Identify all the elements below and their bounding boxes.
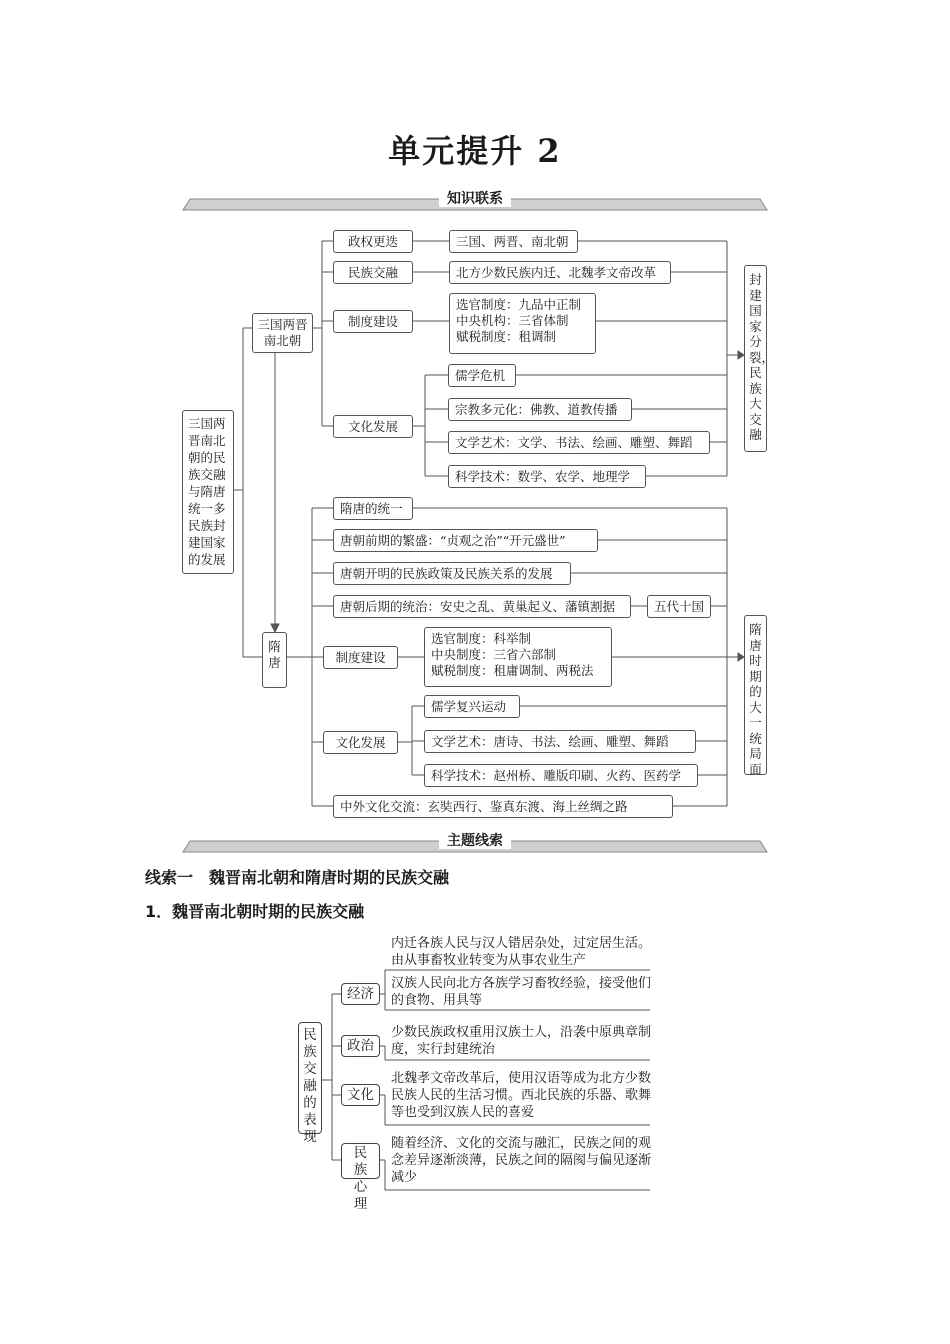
map-b1-system-detail: [449, 293, 596, 354]
fusion-leaf: 汉族人民向北方各族学习畜牧经验，接受他们的食物、用具等: [391, 976, 652, 1008]
map-b2-summary: 隋唐时期的大一统局面: [744, 615, 767, 775]
map-b1-culture-item: 宗教多元化：佛教、道教传播: [448, 398, 632, 421]
map-b2-five: 五代十国: [647, 595, 711, 618]
map-b2-system-line: 赋税制度：租庸调制、两税法: [431, 663, 594, 678]
map-b2-system: 制度建设: [323, 646, 398, 669]
map-b1-regime: 政权更迭: [333, 230, 413, 253]
fusion-cul: 文化: [341, 1084, 380, 1106]
fusion-leaf: 内迁各族人民与汉人错居杂处，过定居生活。由从事畜牧业转变为从事农业生产: [391, 936, 652, 968]
clue-heading: 线索一 魏晋南北朝和隋唐时期的民族交融: [145, 868, 450, 887]
fusion-leaf: 少数民族政权重用汉族士人，沿袭中原典章制度，实行封建统治: [391, 1025, 652, 1057]
map-b1-system-line: 中央机构：三省体制: [456, 313, 569, 328]
banner-knowledge-label: 知识联系: [439, 191, 511, 207]
map-b1-system-line: 选官制度：九品中正制: [456, 297, 582, 312]
map-b2-culture-item: 儒学复兴运动: [424, 695, 520, 718]
map-b2-exchange: 中外文化交流：玄奘西行、鉴真东渡、海上丝绸之路: [333, 795, 673, 818]
map-b1-summary: 封建国家分裂，民族大交融: [744, 265, 767, 452]
fusion-econ: 经济: [341, 983, 380, 1005]
map-b2-system-line: 中央制度：三省六部制: [431, 647, 557, 662]
map-b1-culture-item: 儒学危机: [448, 364, 516, 387]
map-b2-culture-item: 文学艺术：唐诗、书法、绘画、雕塑、舞蹈: [424, 730, 696, 753]
fusion-root: 民族交融的表现: [298, 1022, 322, 1134]
banner-theme-label: 主题线索: [439, 833, 511, 849]
map-b1-regime-detail: 三国、两晋、南北朝: [449, 230, 578, 253]
map-b2-prosper: 唐朝前期的繁盛：“贞观之治”“开元盛世”: [333, 529, 598, 552]
map-b1-system: 制度建设: [333, 310, 413, 333]
map-b2-system-line: 选官制度：科举制: [431, 631, 532, 646]
map-b1-culture-item: 科学技术：数学、农学、地理学: [448, 465, 646, 488]
map-b2-late: 唐朝后期的统治：安史之乱、黄巢起义、藩镇割据: [333, 595, 631, 618]
fusion-pol: 政治: [341, 1035, 380, 1057]
map-b2-culture-item: 科学技术：赵州桥、雕版印刷、火药、医药学: [424, 764, 698, 787]
map-b2-policy: 唐朝开明的民族政策及民族关系的发展: [333, 562, 571, 585]
map-root: 三国两晋南北朝的民族交融与隋唐统一多民族封建国家的发展: [182, 410, 234, 574]
banner-knowledge: [180, 188, 770, 214]
map-b2-system-detail: [424, 627, 612, 687]
map-b1-culture-item: 文学艺术：文学、书法、绘画、雕塑、舞蹈: [448, 431, 710, 454]
fusion-psy: 民族心理: [341, 1143, 380, 1179]
sub-heading: 1．魏晋南北朝时期的民族交融: [145, 902, 365, 921]
fusion-leaf: 北魏孝文帝改革后，使用汉语等成为北方少数民族人民的生活习惯。西北民族的乐器、歌舞等也受到汉族人民的喜爱: [391, 1071, 652, 1120]
map-b1-ethnic-detail: 北方少数民族内迁、北魏孝文帝改革: [449, 261, 671, 284]
fusion-leaf: 随着经济、文化的交流与融汇，民族之间的观念差异逐渐淡薄，民族之间的隔阂与偏见逐渐减少: [391, 1136, 652, 1185]
banner-theme: [180, 830, 770, 856]
map-branch-1: 三国两晋南北朝: [252, 313, 313, 353]
map-b1-ethnic: 民族交融: [333, 261, 413, 284]
page-title: 单元提升 2: [388, 132, 562, 170]
map-b1-culture: 文化发展: [333, 415, 413, 438]
map-b2-unify: 隋唐的统一: [333, 497, 413, 520]
map-b2-culture: 文化发展: [323, 731, 398, 754]
map-b1-system-line: 赋税制度：租调制: [456, 329, 557, 344]
map-branch-2: 隋唐: [262, 632, 287, 688]
